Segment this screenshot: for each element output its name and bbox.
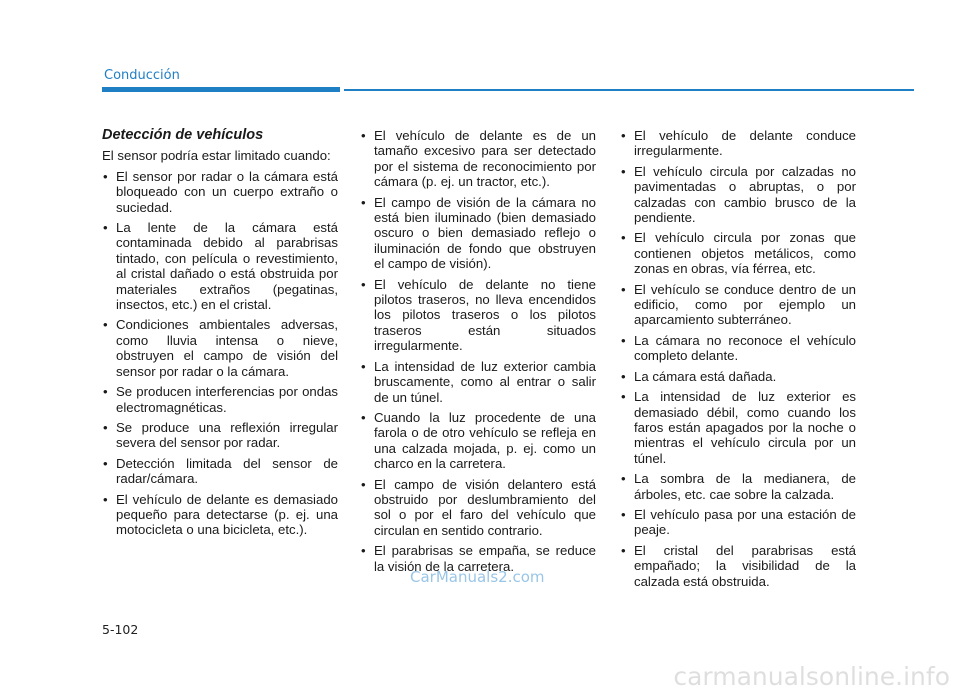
column-1: [102, 128, 338, 543]
list-item: • El cristal del parabrisas está empañado; la visibilidad de la calzada está obstruida.: [621, 542, 856, 589]
list-item: • El campo de visión de la cámara no está bien iluminado (bien demasiado oscuro o bien demasiado reflejo o iluminación de fondo que obstruyen el campo de visión).: [361, 194, 596, 272]
bullet-icon: •: [103, 491, 108, 507]
section-intro: El sensor podría estar limitado cuando:: [102, 148, 331, 164]
bullet-icon: •: [361, 358, 366, 374]
bullet-icon: •: [103, 384, 108, 400]
list-item: • Cuando la luz procedente de una farola o de otro vehículo se refleja en una calzada mojada, p. ej. como un charco en la carretera.: [361, 409, 596, 472]
list-item: • El vehículo de delante conduce irregularmente.: [621, 128, 856, 159]
bullet-icon: •: [103, 455, 108, 471]
bullet-icon: •: [361, 194, 366, 210]
list-item: • El sensor por radar o la cámara está bloqueado con un cuerpo extraño o suciedad.: [103, 168, 338, 215]
bullet-icon: •: [361, 476, 366, 492]
bullet-icon: •: [621, 163, 626, 179]
bullet-icon: •: [103, 419, 108, 435]
list-item: • La lente de la cámara está contaminada debido al parabrisas tintado, con película o revestimiento, al cristal dañado o está obstruida por materiales extraños (pegatinas, insectos, etc.) en el cristal.: [103, 220, 338, 313]
bullet-icon: •: [621, 230, 626, 246]
bullet-icon: •: [361, 276, 366, 292]
list-item: • El parabrisas se empaña, se reduce la visión de la carretera.: [361, 543, 596, 574]
bullet-icon: •: [621, 281, 626, 297]
bullet-icon: •: [621, 332, 626, 348]
bullet-icon: •: [621, 471, 626, 487]
header-rule-thin: [344, 89, 914, 91]
list-item: • El vehículo de delante es de un tamaño excesivo para ser detectado por el sistema de reconocimiento por cámara (p. ej. un tractor, etc.).: [361, 128, 596, 190]
list-item: • El vehículo de delante es demasiado pequeño para detectarse (p. ej. una motocicleta o una bicicleta, etc.).: [103, 491, 338, 538]
list-item: • El vehículo circula por zonas que contienen objetos metálicos, como zonas en obras, vía férrea, etc.: [621, 230, 856, 277]
column-2: [360, 128, 596, 579]
list-item: • La intensidad de luz exterior cambia bruscamente, como al entrar o salir de un túnel.: [361, 358, 596, 405]
column-3: [620, 128, 856, 594]
bullet-icon: •: [103, 317, 108, 333]
page-number: 5-102: [102, 622, 139, 637]
section-heading: Detección de vehículos: [102, 127, 264, 143]
list-item: • La intensidad de luz exterior es demasiado débil, como cuando los faros están apagados por la noche o mientras el vehículo circula por un túnel.: [621, 389, 856, 466]
bullet-icon: •: [103, 220, 108, 236]
watermark-inline: CarManuals2.com: [410, 568, 545, 586]
section-header-title: Conducción: [104, 68, 180, 83]
list-item: • La cámara no reconoce el vehículo completo delante.: [621, 332, 856, 364]
list-item: • Se producen interferencias por ondas electromagnéticas.: [103, 384, 338, 415]
bullet-icon: •: [621, 368, 626, 384]
bullet-list-3: [620, 128, 856, 589]
bullet-icon: •: [361, 543, 366, 559]
bullet-list-2: [360, 128, 596, 574]
list-item: • La sombra de la medianera, de árboles, etc. cae sobre la calzada.: [621, 471, 856, 502]
list-item: • El vehículo de delante no tiene pilotos traseros, no lleva encendidos los pilotos traseros o los pilotos traseros están situados irregularmente.: [361, 276, 596, 354]
list-item: • Se produce una reflexión irregular severa del sensor por radar.: [103, 419, 338, 451]
bullet-icon: •: [621, 128, 626, 143]
bullet-icon: •: [361, 128, 366, 143]
bullet-icon: •: [361, 409, 366, 425]
list-item: • Condiciones ambientales adversas, como lluvia intensa o nieve, obstruyen el campo de visión del sensor por radar o la cámara.: [103, 317, 338, 379]
watermark-footer: carmanualsonline.info: [673, 662, 950, 691]
list-item: • La cámara está dañada.: [621, 368, 777, 384]
bullet-icon: •: [103, 168, 108, 184]
list-item: • El vehículo se conduce dentro de un edificio, como por ejemplo un aparcamiento subterráneo.: [621, 281, 856, 328]
bullet-icon: •: [621, 542, 626, 558]
list-item: • El vehículo pasa por una estación de peaje.: [621, 506, 856, 538]
list-item: • El campo de visión delantero está obstruido por deslumbramiento del sol o por el faro del vehículo que circulan en sentido contrario.: [361, 476, 596, 538]
bullet-icon: •: [621, 506, 626, 522]
bullet-list-1: [102, 169, 338, 538]
header-rule-thick: [102, 87, 340, 92]
list-item: • Detección limitada del sensor de radar/cámara.: [103, 455, 338, 487]
bullet-icon: •: [621, 389, 626, 405]
list-item: • El vehículo circula por calzadas no pavimentadas o abruptas, o por calzadas con cambio brusco de la pendiente.: [621, 163, 856, 226]
